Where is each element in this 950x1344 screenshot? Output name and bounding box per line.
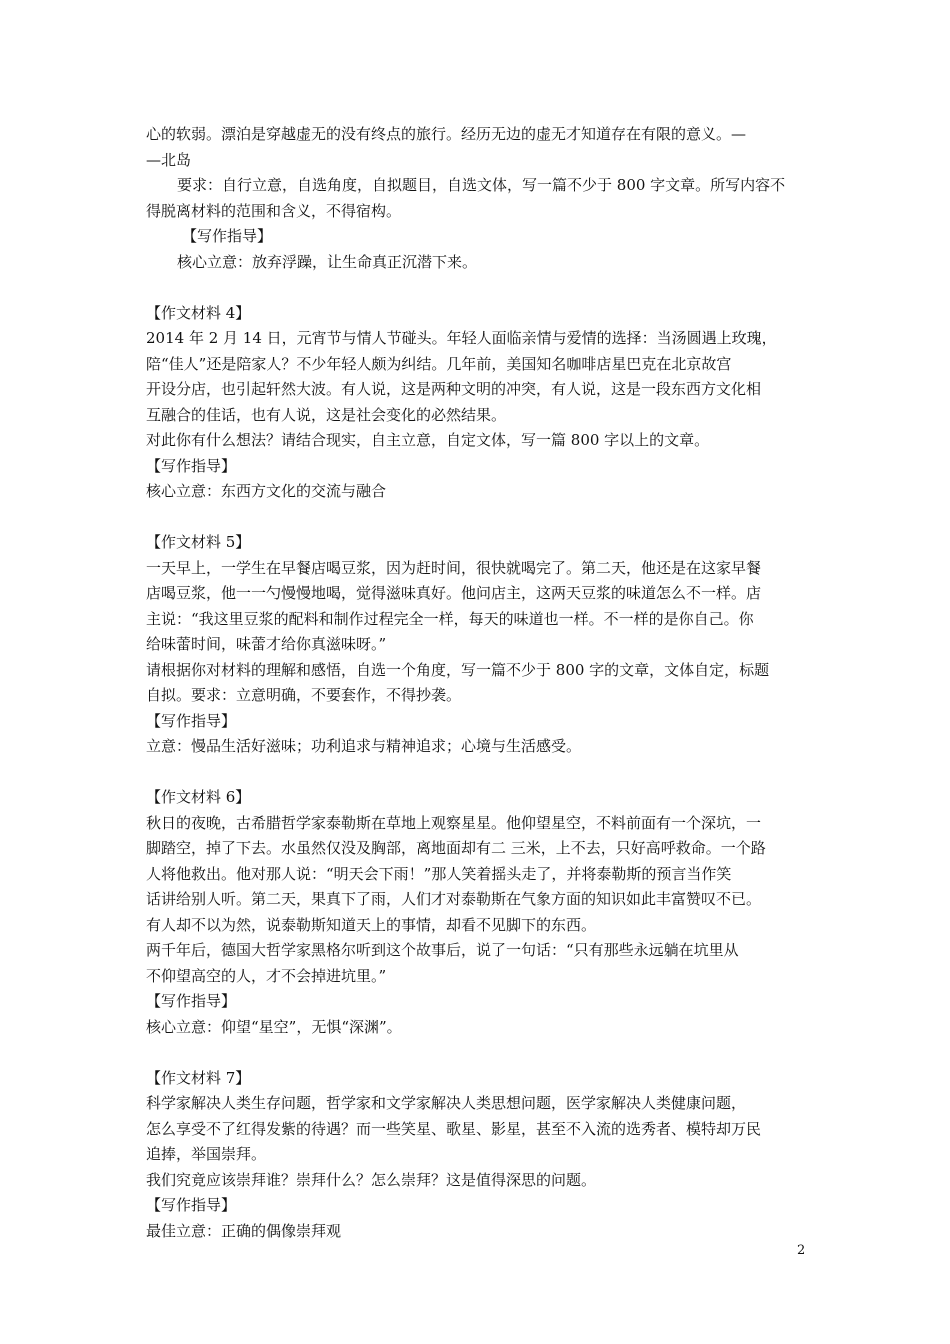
material-line: 怎么享受不了红得发紫的待遇？而一些笑星、歌星、影星，甚至不入流的选秀者、模特却万民 [146,1119,762,1138]
guide-heading: 【写作指导】 [146,1196,237,1214]
section-gap [146,1040,810,1066]
material-line: 话讲给别人听。第二天，果真下了雨，人们才对泰勒斯在气象方面的知识如此丰富赞叹不已。 [146,890,762,908]
material-line: 脚踏空，掉了下去。水虽然仅没及胸部，离地面却有二 三米，上不去，只好高呼救命。一个路 [146,839,766,857]
page-number: 2 [797,1243,806,1258]
requirement-line: 要求：自行立意，自选角度，自拟题目，自选文体，写一篇不少于 800 字文章。所写内容不 [177,176,786,194]
material-4-section [146,301,810,505]
intro-section [146,122,810,275]
material-line: 2014 年 2 月 14 日，元宵节与情人节碰头。年轻人面临亲情与爱情的选择：当汤圆遇上玫瑰， [146,329,777,347]
material-6-section [146,785,810,1040]
material-line: 给味蕾时间，味蕾才给你真滋味呀。” [146,635,387,653]
material-heading: 【作文材料 5】 [146,533,251,551]
material-line: 我们究竟应该崇拜谁？崇拜什么？怎么崇拜？这是值得深思的问题。 [146,1170,597,1189]
guide-text: 最佳立意：正确的偶像崇拜观 [146,1221,342,1240]
material-line: 自拟。要求：立意明确，不要套作，不得抄袭。 [146,686,462,704]
guide-heading: 【写作指导】 [146,711,237,730]
material-line: 店喝豆浆，他一一勺慢慢地喝，觉得滋味真好。他问店主，这两天豆浆的味道怎么不一样。店 [146,584,762,602]
intro-line: 心的软弱。漂泊是穿越虚无的没有终点的旅行。经历无边的虚无才知道存在有限的意义。— [146,125,747,143]
material-line: 两千年后，德国大哲学家黑格尔听到这个故事后，说了一句话：“只有那些永远躺在坑里从 [146,941,739,959]
material-line: 秋日的夜晚，古希腊哲学家泰勒斯在草地上观察星星。他仰望星空，不料前面有一个深坑，一 [146,813,762,832]
guide-text: 核心立意：东西方文化的交流与融合 [146,482,387,500]
requirement-line: 得脱离材料的范围和含义，不得宿构。 [146,201,402,220]
material-line: 科学家解决人类生存问题，哲学家和文学家解决人类思想问题，医学家解决人类健康问题， [146,1094,747,1112]
material-line: 主说：“我这里豆浆的配料和制作过程完全一样，每天的味道也一样。不一样的是你自己。你 [146,609,754,628]
material-line: 追捧，举国崇拜。 [146,1145,267,1163]
material-5-section [146,530,810,760]
material-7-section [146,1066,810,1245]
material-line: 不仰望高空的人，才不会掉进坑里。” [146,966,387,985]
material-line: 陪“佳人”还是陪家人？不少年轻人颇为纠结。几年前，美国知名咖啡店星巴克在北京故宫 [146,354,732,373]
guide-text: 核心立意：仰望“星空”，无惧“深渊”。 [146,1017,402,1036]
material-line: 一天早上，一学生在早餐店喝豆浆，因为赶时间，很快就喝完了。第二天，他还是在这家早餐 [146,558,762,577]
guide-heading: 【写作指导】 [146,456,237,475]
material-line: 互融合的佳话，也有人说，这是社会变化的必然结果。 [146,405,507,424]
material-line: 请根据你对材料的理解和感悟，自选一个角度，写一篇不少于 800 字的文章，文体自定，标题 [146,660,770,679]
material-line: 人将他救出。他对那人说：“明天会下雨！”那人笑着摇头走了，并将泰勒斯的预言当作笑 [146,864,732,883]
guide-text: 立意：慢品生活好滋味；功利追求与精神追求；心境与生活感受。 [146,737,582,755]
intro-line: —北岛 [146,150,192,169]
material-line: 开设分店，也引起轩然大波。有人说，这是两种文明的冲突，有人说，这是一段东西方文化相 [146,380,762,398]
material-heading: 【作文材料 7】 [146,1068,251,1087]
section-gap [146,760,810,786]
material-line: 有人却不以为然，说泰勒斯知道天上的事情，却看不见脚下的东西。 [146,915,597,934]
material-line: 对此你有什么想法？请结合现实，自主立意，自定文体，写一篇 800 字以上的文章。 [146,431,710,449]
section-gap [146,505,810,531]
guide-heading: 【写作指导】 [182,227,273,245]
guide-heading: 【写作指导】 [146,992,237,1010]
section-gap [146,275,810,301]
guide-text: 核心立意：放弃浮躁，让生命真正沉潜下来。 [177,252,478,271]
material-heading: 【作文材料 6】 [146,788,251,806]
document-page [146,122,810,1244]
material-heading: 【作文材料 4】 [146,303,251,322]
